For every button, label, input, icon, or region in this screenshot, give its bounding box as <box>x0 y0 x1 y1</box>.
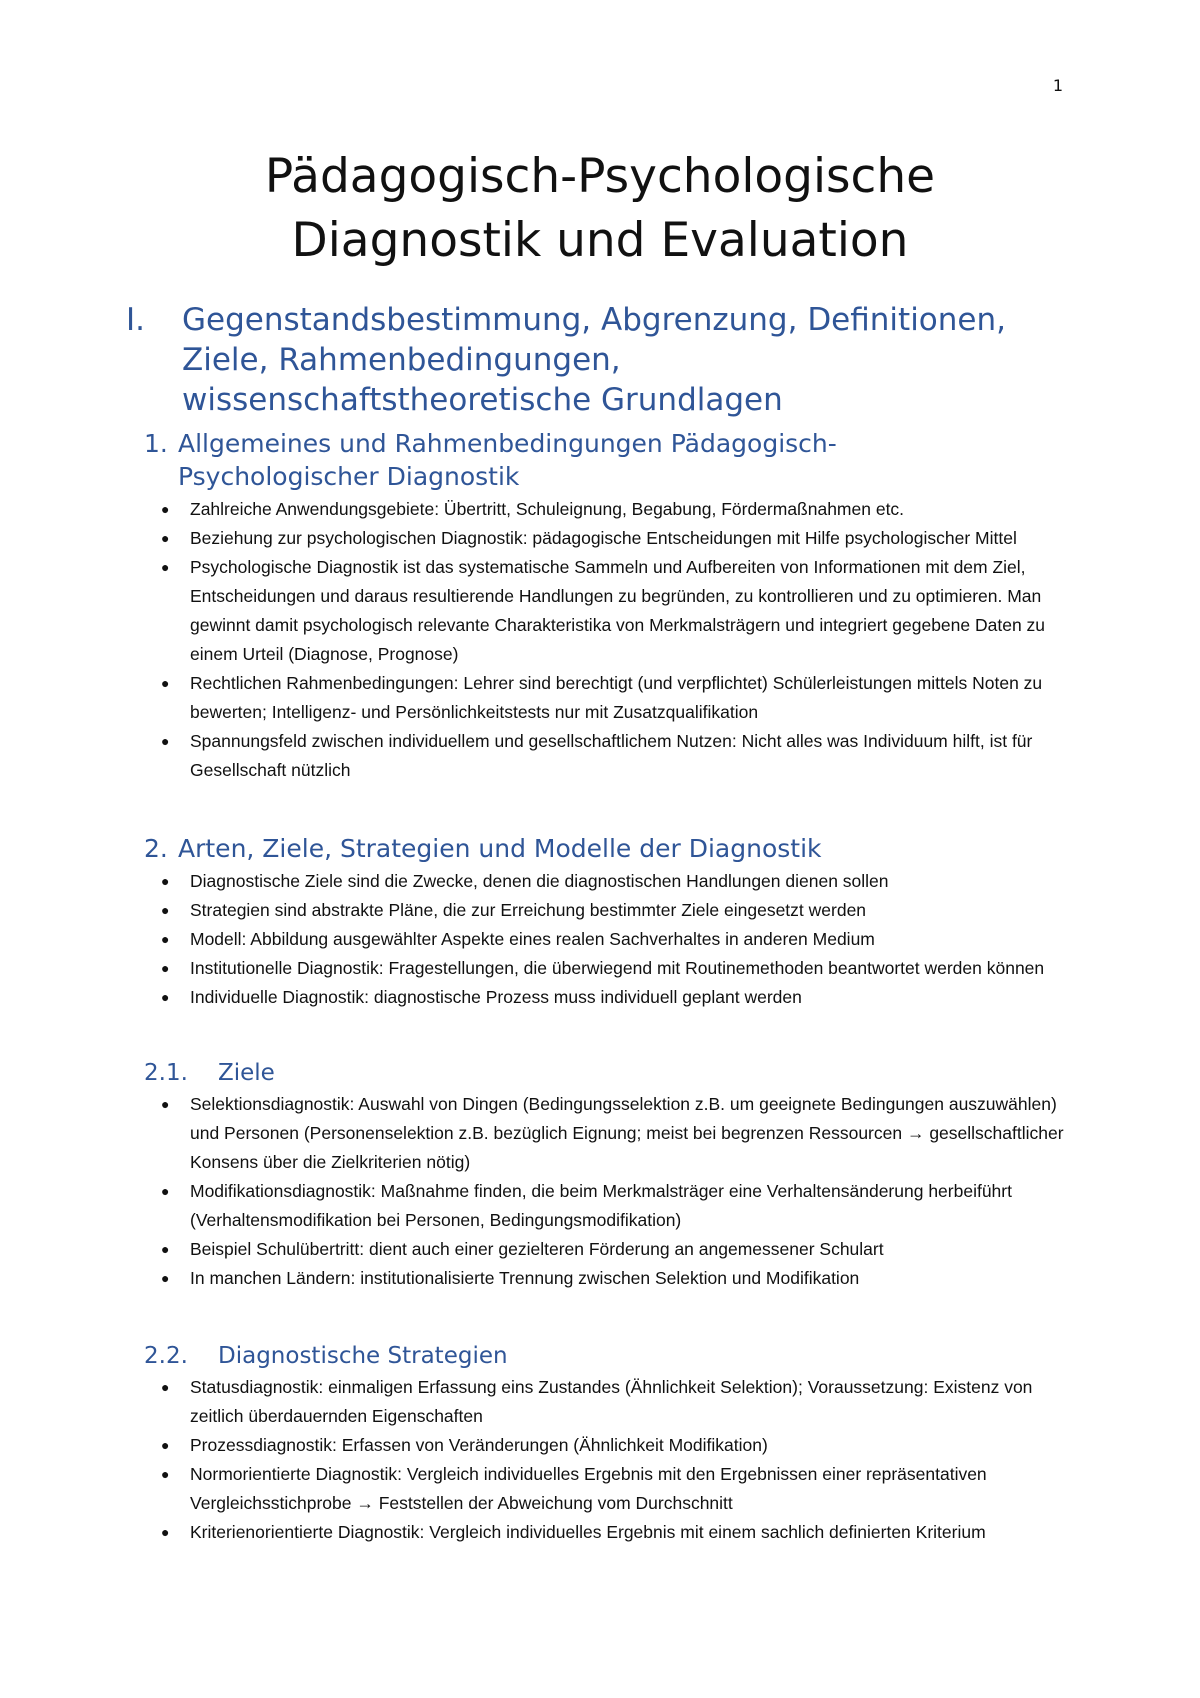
bullet-icon: ● <box>161 873 170 889</box>
section-2-number: 2. <box>144 834 168 863</box>
list-item: ● Beispiel Schulübertritt: dient auch einer gezielteren Förderung an angemessener Schulart <box>190 1235 1084 1264</box>
bullet-icon: ● <box>161 1183 170 1199</box>
list-item: ● Statusdiagnostik: einmaligen Erfassung eins Zustandes (Ähnlichkeit Selektion); Voraussetzung: Existenz von zeitlich überdauernden Eigenschaften <box>190 1373 1084 1431</box>
section-2-2-title: Diagnostische Strategien <box>218 1343 508 1369</box>
bullet-icon: ● <box>161 931 170 947</box>
bullet-icon: ● <box>161 1096 170 1112</box>
section-2-2-heading <box>144 1341 1084 1371</box>
bullet-icon: ● <box>161 501 170 517</box>
list-item: ● Diagnostische Ziele sind die Zwecke, denen die diagnostischen Handlungen dienen sollen <box>190 867 1084 896</box>
bullet-icon: ● <box>161 1466 170 1482</box>
list-item: ● Strategien sind abstrakte Pläne, die zur Erreichung bestimmter Ziele eingesetzt werden <box>190 896 1084 925</box>
list-item: ● Rechtlichen Rahmenbedingungen: Lehrer sind berechtigt (und verpflichtet) Schülerleistungen mittels Noten zu bewerten; Intelligenz- und Persönlichkeitstests nur mit Zusatzqualifikation <box>190 669 1084 727</box>
list-item: ● Spannungsfeld zwischen individuellem und gesellschaftlichem Nutzen: Nicht alles was Individuum hilft, ist für Gesellschaft nützlich <box>190 727 1050 785</box>
section-2-heading <box>144 832 1084 865</box>
list-item: ● Psychologische Diagnostik ist das systematische Sammeln und Aufbereiten von Informationen mit dem Ziel, Entscheidungen und daraus resultierende Handlungen zu begründen, zu kontrollieren und zu optimieren. Man gewinnt damit psychologisch relevante Charakteristika von Merkmalsträgern und integriert gegebene Daten zu einem Urteil (Diagnose, Prognose) <box>190 553 1084 669</box>
list-item: ● Modifikationsdiagnostik: Maßnahme finden, die beim Merkmalsträger eine Verhaltensänderung herbeiführt (Verhaltensmodifikation bei Personen, Bedingungsmodifikation) <box>190 1177 1050 1235</box>
section-2-2-number: 2.2. <box>144 1343 188 1369</box>
chapter-heading <box>126 300 1086 420</box>
bullet-icon: ● <box>161 1241 170 1257</box>
bullet-icon: ● <box>161 1524 170 1540</box>
title-line-2: Diagnostik und Evaluation <box>291 213 909 268</box>
section-2-2-list <box>144 1373 1084 1547</box>
section-2-2 <box>144 1341 1084 1547</box>
bullet-icon: ● <box>161 530 170 546</box>
bullet-icon: ● <box>161 1437 170 1453</box>
title-line-1: Pädagogisch-Psychologische <box>264 149 936 204</box>
bullet-icon: ● <box>161 902 170 918</box>
bullet-icon: ● <box>161 733 170 749</box>
list-item: ● Institutionelle Diagnostik: Fragestellungen, die überwiegend mit Routinemethoden beantwortet werden können <box>190 954 1050 983</box>
section-1-heading <box>144 427 1084 493</box>
page-number: 1 <box>1052 76 1063 95</box>
list-item: ● Prozessdiagnostik: Erfassen von Veränderungen (Ähnlichkeit Modifikation) <box>190 1431 1084 1460</box>
section-2-1-title: Ziele <box>218 1060 275 1086</box>
list-item: ● Beziehung zur psychologischen Diagnostik: pädagogische Entscheidungen mit Hilfe psychologischer Mittel <box>190 524 1050 553</box>
chapter-number: I. <box>126 302 145 338</box>
list-item: ● Individuelle Diagnostik: diagnostische Prozess muss individuell geplant werden <box>190 983 1084 1012</box>
list-item: ● Zahlreiche Anwendungsgebiete: Übertritt, Schuleignung, Begabung, Fördermaßnahmen etc. <box>190 495 1084 524</box>
bullet-icon: ● <box>161 960 170 976</box>
bullet-icon: ● <box>161 675 170 691</box>
bullet-icon: ● <box>161 1270 170 1286</box>
section-2-1-list <box>144 1090 1084 1293</box>
section-2-1-number: 2.1. <box>144 1060 188 1086</box>
list-item: ● In manchen Ländern: institutionalisierte Trennung zwischen Selektion und Modifikation <box>190 1264 1084 1293</box>
chapter-title: Gegenstandsbestimmung, Abgrenzung, Definitionen, Ziele, Rahmenbedingungen, wissenschaftstheoretische Grundlagen <box>182 302 1006 418</box>
list-item: ● Selektionsdiagnostik: Auswahl von Dingen (Bedingungsselektion z.B. um geeignete Bedingungen auszuwählen) und Personen (Personenselektion z.B. bezüglich Eignung; meist bei begrenzen Ressourcen → gesellschaftlicher Konsens über die Zielkriterien nötig) <box>190 1090 1084 1177</box>
list-item: ● Normorientierte Diagnostik: Vergleich individuelles Ergebnis mit den Ergebnissen einer repräsentativen Vergleichsstichprobe → Feststellen der Abweichung vom Durchschnitt <box>190 1460 1084 1518</box>
bullet-icon: ● <box>161 1379 170 1395</box>
list-item: ● Kriterienorientierte Diagnostik: Vergleich individuelles Ergebnis mit einem sachlich definierten Kriterium <box>190 1518 1050 1547</box>
section-2-title: Arten, Ziele, Strategien und Modelle der Diagnostik <box>178 834 822 863</box>
bullet-icon: ● <box>161 559 170 575</box>
section-1 <box>144 427 1084 785</box>
bullet-icon: ● <box>161 989 170 1005</box>
section-2-1-heading <box>144 1058 1084 1088</box>
section-2 <box>144 832 1084 1012</box>
section-2-list <box>144 867 1084 1012</box>
section-1-list <box>144 495 1084 785</box>
section-1-number: 1. <box>144 429 168 458</box>
section-2-1 <box>144 1058 1084 1293</box>
list-item: ● Modell: Abbildung ausgewählter Aspekte eines realen Sachverhaltes in anderen Medium <box>190 925 1084 954</box>
section-1-title: Allgemeines und Rahmenbedingungen Pädagogisch- Psychologischer Diagnostik <box>178 429 837 491</box>
document-title <box>0 145 1200 273</box>
